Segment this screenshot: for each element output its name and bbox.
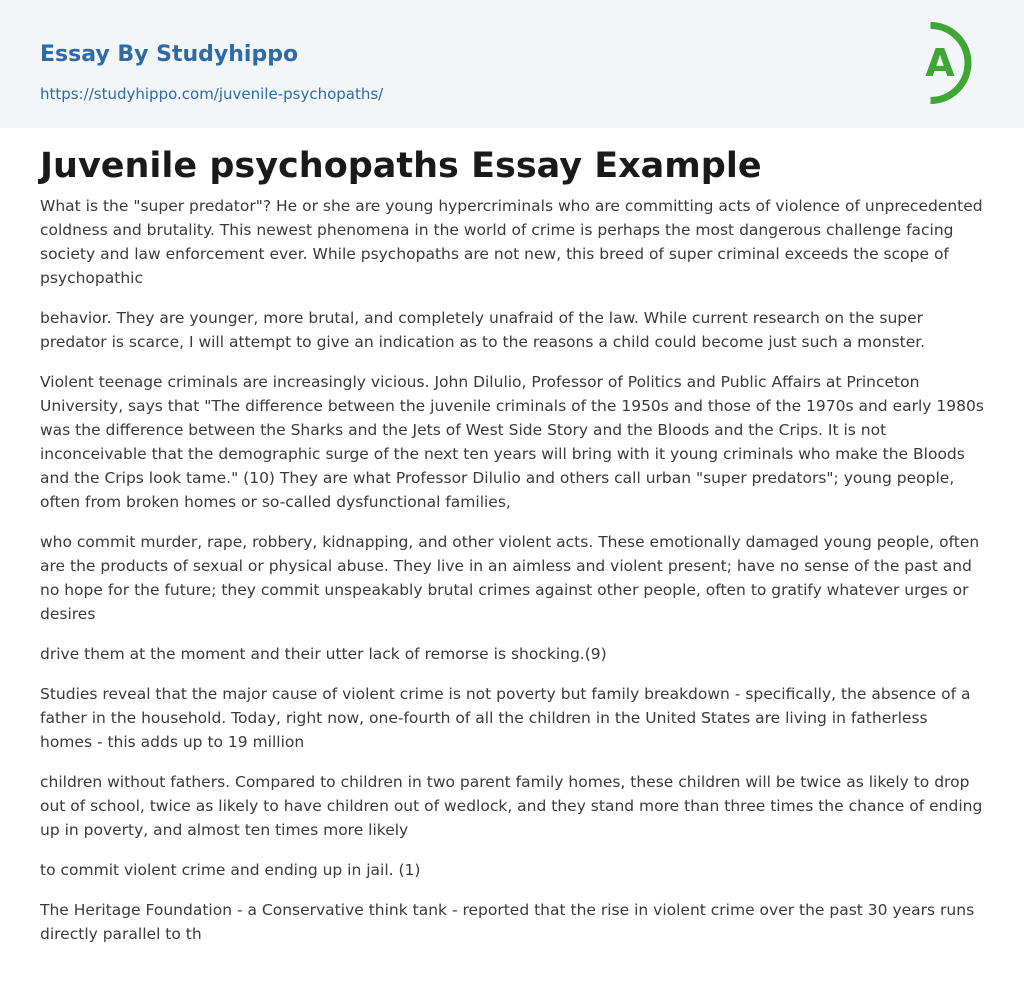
essay-paragraph: The Heritage Foundation - a Conservative think tank - reported that the rise in violent crime over the past 30 years runs directly parallel to th [40, 901, 975, 943]
essay-url-link[interactable]: https://studyhippo.com/juvenile-psychopaths/ [40, 85, 384, 103]
essay-paragraph: What is the "super predator"? He or she are young hypercriminals who are committing acts of violence of unprecedented coldness and brutality. This newest phenomena in the world of crime is perhaps the most dangerous challenge facing society and law enforcement ever. While psychopaths are not new, this breed of super criminal exceeds the scope of psychopathic [40, 197, 983, 287]
site-header [0, 0, 1024, 128]
essay-paragraph: children without fathers. Compared to children in two parent family homes, these children will be twice as likely to drop out of school, twice as likely to have children out of wedlock, and they stand more than three times the chance of ending up in poverty, and almost ten times more likely [40, 773, 983, 839]
page-title: Juvenile psychopaths Essay Example [40, 146, 762, 186]
essay-paragraph: behavior. They are younger, more brutal, and completely unafraid of the law. While current research on the super predator is scarce, I will attempt to give an indication as to the reasons a child could become just such a monster. [40, 309, 926, 351]
essay-paragraph: Violent teenage criminals are increasingly vicious. John Dilulio, Professor of Politics and Public Affairs at Princeton University, says that "The difference between the juvenile criminals of the 1950s and those of the 1970s and early 1980s was the difference between the Sharks and the Jets of West Side Story and the Bloods and the Crips. It is not inconceivable that the demographic surge of the next ten years will bring with it young criminals who make the Bloods and the Crips look tame." (10) They are what Professor Dilulio and others call urban "super predators"; young people, often from broken homes or so-called dysfunctional families, [40, 373, 984, 511]
essay-body [40, 194, 984, 962]
studyhippo-logo-icon[interactable] [910, 18, 990, 108]
essay-paragraph: who commit murder, rape, robbery, kidnapping, and other violent acts. These emotionally damaged young people, often are the products of sexual or physical abuse. They live in an aimless and violent present; have no sense of the past and no hope for the future; they commit unspeakably brutal crimes against other people, often to gratify whatever urges or desires [40, 533, 980, 623]
site-brand[interactable]: Essay By Studyhippo [40, 42, 299, 67]
essay-paragraph: Studies reveal that the major cause of violent crime is not poverty but family breakdown - specifically, the absence of a father in the household. Today, right now, one-fourth of all the children in the United States are living in fatherless homes - this adds up to 19 million [40, 685, 971, 751]
essay-paragraph: drive them at the moment and their utter lack of remorse is shocking.(9) [40, 645, 607, 663]
essay-paragraph: to commit violent crime and ending up in jail. (1) [40, 861, 421, 879]
logo-letter: A [925, 41, 955, 85]
